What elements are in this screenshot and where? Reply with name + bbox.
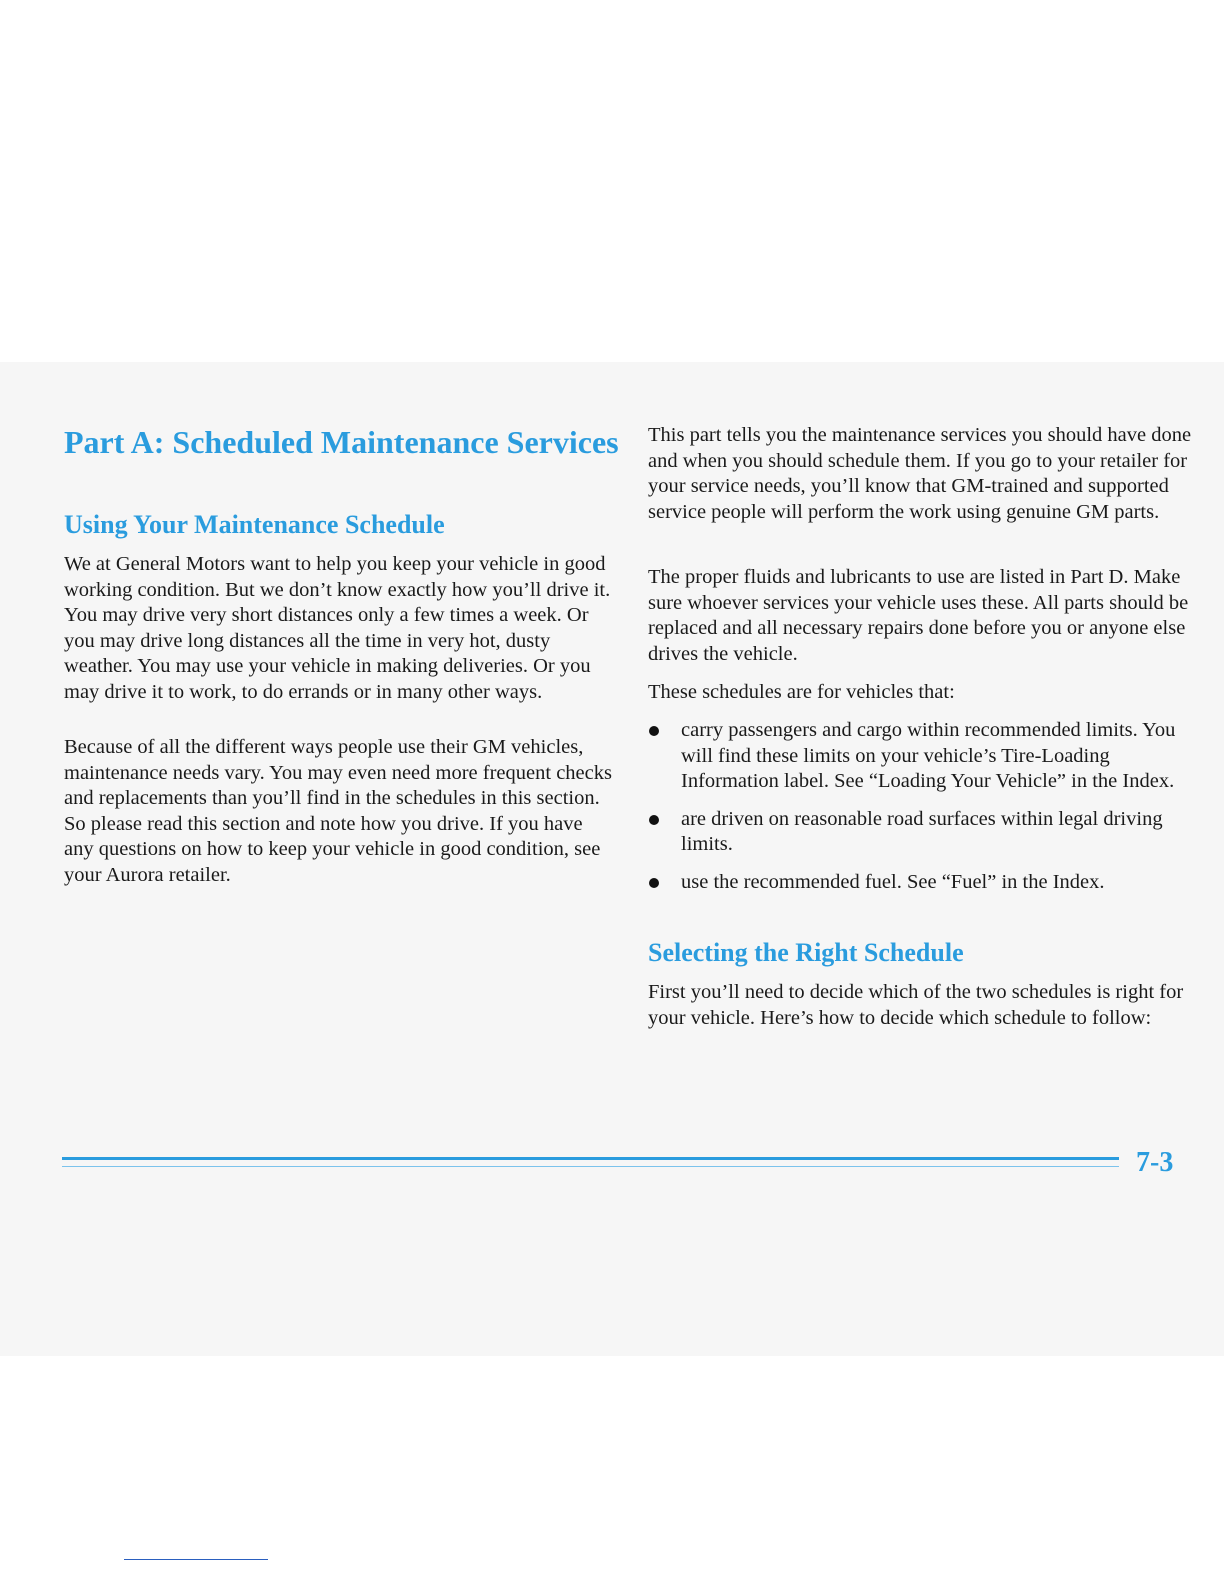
bullet-icon: [649, 878, 659, 888]
paragraph-selecting-schedule: First you’ll need to decide which of the two schedules is right for your vehicle. Here’s how to decide which schedule to follow:: [648, 981, 1184, 1029]
bullet-icon: [649, 726, 659, 736]
bullet-icon: [649, 815, 659, 825]
paragraph-intro: We at General Motors want to help you keep your vehicle in good working condition. But we don’t know exactly how you’ll drive it. You may drive very short distances only a few times a week. Or you may drive long distances all the time in very hot, dusty weather. You may use your vehicle in making deliveries. Or you may drive it to work, to do errands or in many other ways.: [64, 553, 611, 703]
footer-divider: [62, 1157, 1119, 1160]
paragraph-part-overview: This part tells you the maintenance services you should have done and when you should schedule them. If you go to your retailer for your service needs, you’ll know that GM-trained and supported service people will perform the work using genuine GM parts.: [648, 424, 1192, 523]
section-heading-using-schedule: Using Your Maintenance Schedule: [64, 510, 445, 539]
paragraph-schedules-intro: These schedules are for vehicles that:: [648, 681, 955, 703]
list-item: [648, 718, 1194, 795]
paragraph-maintenance-needs: Because of all the different ways people use their GM vehicles, maintenance needs vary. You may even need more frequent checks and replacements than you’ll find in the schedules in this section. So please read this section and note how you drive. If you have any questions on how to keep your vehicle in good condition, see your Aurora retailer.: [64, 736, 612, 886]
paragraph-fluids-lubricants: The proper fluids and lubricants to use are listed in Part D. Make sure whoever services your vehicle uses these. All parts should be replaced and all necessary repairs done before you or anyone else drives the vehicle.: [648, 566, 1189, 665]
list-item-text: carry passengers and cargo within recommended limits. You will find these limits on your vehicle’s Tire-Loading Information label. See “Loading Your Vehicle” in the Index.: [681, 719, 1176, 793]
footer-divider-thin: [62, 1166, 1119, 1167]
list-item: [648, 807, 1194, 858]
manual-page: [0, 362, 1224, 1356]
list-item-text: use the recommended fuel. See “Fuel” in the Index.: [681, 870, 1105, 893]
part-heading: Part A: Scheduled Maintenance Services: [64, 424, 619, 460]
vehicle-conditions-list: [648, 718, 1194, 908]
page-number: 7-3: [1136, 1147, 1174, 1178]
section-heading-selecting-schedule: Selecting the Right Schedule: [648, 938, 964, 967]
list-item-text: are driven on reasonable road surfaces within legal driving limits.: [681, 807, 1163, 856]
footnote-divider: [124, 1559, 268, 1560]
list-item: [648, 870, 1194, 896]
